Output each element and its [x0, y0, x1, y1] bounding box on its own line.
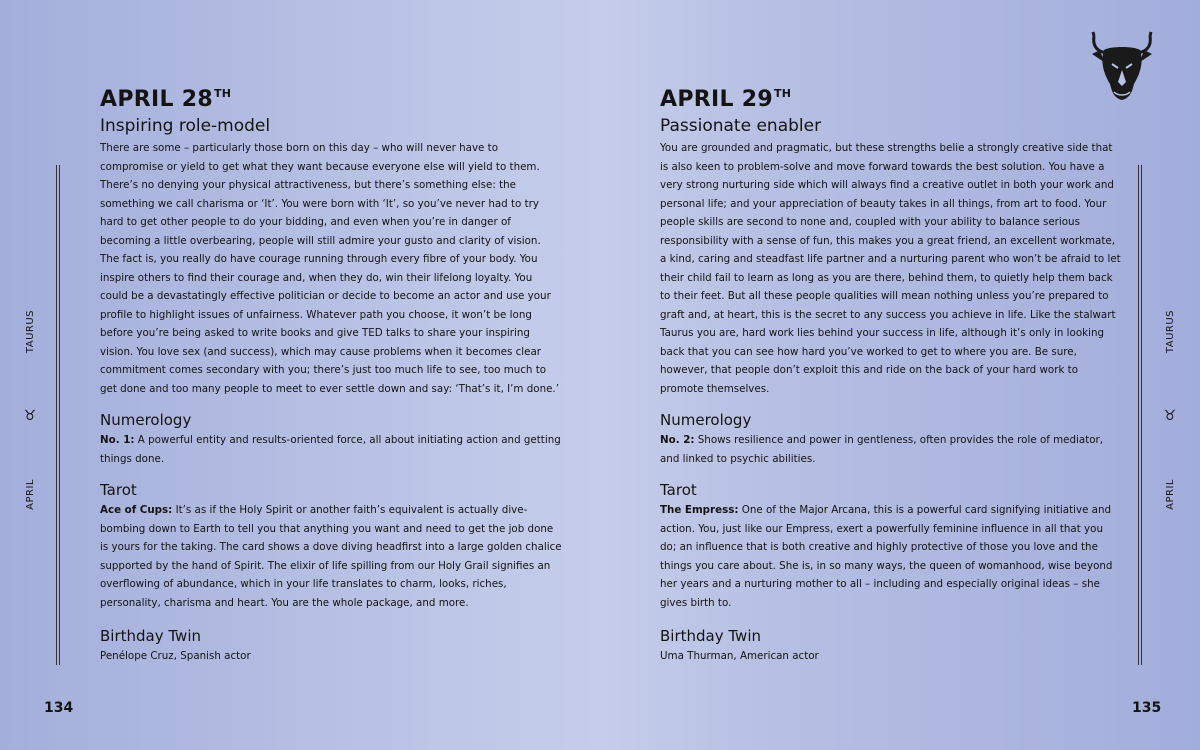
- right-date-main: APRIL 29: [660, 87, 773, 112]
- right-numerology-label: No. 2:: [660, 434, 695, 446]
- right-page-number: 135: [1132, 700, 1162, 716]
- right-intro-text: You are grounded and pragmatic, but these strengths belie a strongly creative side that is also keen to problem-solve and move forward towards the best solution. You have a very strong nurturing side which will always find a creative outlet in both your work and personal life; and your appreciation of beauty takes in all things, from art to food. Your people skills are second to none and, coupled with your ability to balance serious responsibility with a sense of fun, this makes you a great friend, an excellent workmate, a kind, caring and steadfast life partner and a nurturing parent who won’t be afraid to let their child fail to learn as long as you are there, behind them, to quietly help them back to their feet. But all these people qualities will mean nothing unless you’re prepared to graft and, at heart, this is the secret to any success you achieve in life. Like the stalwart Taurus you are, hard work lies behind your success in life, although it’s only in looking back that you can see how hard you’ve worked to get to where you are. Be sure, however, that people don’t exploit this and ride on the back of your hard work to promote themselves.: [660, 142, 1121, 395]
- left-numerology-label: No. 1:: [100, 434, 135, 446]
- right-tarot-body: One of the Major Arcana, this is a powerful card signifying initiative and action. You, just like our Empress, exert a powerfully feminine influence in all that you do; an influence that is both creative and highly protective of those you love and the things you care about. She is, in so many ways, the queen of womanhood, wise beyond her years and a nurturing mother to all – including and especially original ideas – she gives birth to.: [660, 504, 1113, 609]
- right-taurus-symbol-icon: ♉: [1163, 408, 1177, 425]
- right-numerology-heading: Numerology: [660, 411, 752, 429]
- left-date-suffix: TH: [213, 87, 232, 100]
- right-birthday-twin-heading: Birthday Twin: [660, 627, 761, 645]
- right-tarot-text: [660, 501, 1122, 612]
- right-side-tab: [1160, 310, 1180, 510]
- left-tarot-body: It’s as if the Holy Spirit or another faith’s equivalent is actually dive-bombing down to Earth to tell you that anything you want and need to get the job done is yours for the taking. The card shows a dove diving headfirst into a large golden chalice supported by the hand of Spirit. The elixir of life spilling from our Holy Grail signifies an overflowing of abundance, which in your life translates to charm, looks, riches, personality, charisma and heart. You are the whole package, and more.: [100, 504, 562, 609]
- left-page-number: 134: [44, 700, 74, 716]
- left-tarot-label: Ace of Cups:: [100, 504, 173, 516]
- left-tarot-heading: Tarot: [100, 481, 137, 499]
- right-margin-rule: [1138, 165, 1142, 665]
- left-taurus-symbol-icon: ♉: [23, 408, 37, 425]
- right-numerology-text: [660, 431, 1122, 468]
- left-date-heading: [100, 80, 562, 114]
- right-entry: [660, 80, 1122, 666]
- right-side-month: APRIL: [1164, 479, 1176, 510]
- right-numerology-body: Shows resilience and power in gentleness, often provides the role of mediator, and linked to psychic abilities.: [660, 434, 1104, 465]
- left-intro-text: There are some – particularly those born on this day – who will never have to compromise or yield to get what they want because everyone else will yield to them. There’s no denying your physical attractiveness, but there’s something else: the something we call charisma or ‘It’. You were born with ‘It’, so you’ve never had to try hard to get other people to do your bidding, and even when you’re in danger of becoming a little overbearing, people will still admire your gusto and clarity of vision. The fact is, you really do have courage running through every fibre of your body. You inspire others to find their courage and, when they do, win their lifelong loyalty. You could be a devastatingly effective politician or decide to become an actor and use your profile to highlight issues of unfairness. Whatever path you choose, it won’t be long before you’re being asked to write books and give TED talks to share your inspiring vision. You love sex (and success), which may cause problems when it becomes clear commitment comes secondary with you; there’s just too much life to see, too much to get done and too many people to meet to ever settle down and say: ‘That’s it, I’m done.’: [100, 142, 559, 395]
- left-birthday-twin-text: Penélope Cruz, Spanish actor: [100, 650, 251, 662]
- right-side-sign: TAURUS: [1164, 310, 1176, 354]
- left-side-tab: [20, 310, 40, 510]
- right-birthday-twin-text: Uma Thurman, American actor: [660, 650, 819, 662]
- left-entry: [100, 80, 562, 666]
- right-date-heading: [660, 80, 1122, 114]
- right-tarot-label: The Empress:: [660, 504, 739, 516]
- right-date-suffix: TH: [773, 87, 792, 100]
- left-side-sign: TAURUS: [24, 310, 36, 354]
- left-birthday-twin-heading: Birthday Twin: [100, 627, 201, 645]
- left-subtitle: Inspiring role-model: [100, 116, 271, 136]
- right-tarot-heading: Tarot: [660, 481, 697, 499]
- left-numerology-text: [100, 431, 562, 468]
- right-subtitle: Passionate enabler: [660, 116, 822, 136]
- left-tarot-text: [100, 501, 562, 612]
- left-side-month: APRIL: [24, 479, 36, 510]
- right-page: [600, 0, 1200, 750]
- left-numerology-heading: Numerology: [100, 411, 192, 429]
- left-date-main: APRIL 28: [100, 87, 213, 112]
- left-margin-rule: [56, 165, 60, 665]
- left-numerology-body: A powerful entity and results-oriented force, all about initiating action and getting things done.: [100, 434, 561, 465]
